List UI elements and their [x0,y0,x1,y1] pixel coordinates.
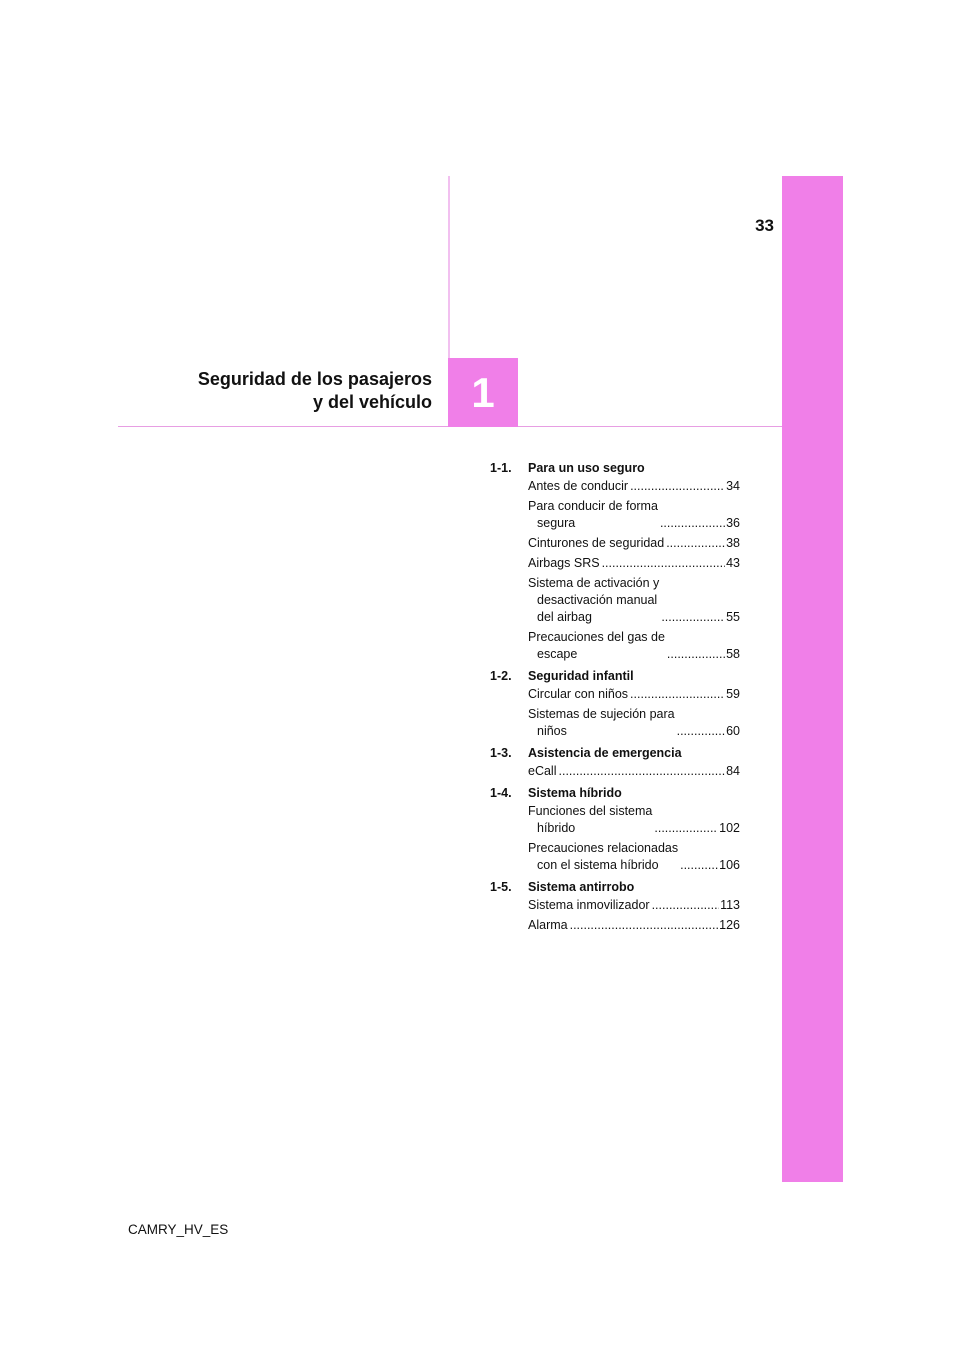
toc-section-number: 1-5. [490,880,512,894]
toc-dot-leader [661,609,725,626]
toc-entry-line: Precauciones del gas de [528,630,665,644]
toc-entry-page: 34 [726,479,740,493]
toc-dot-leader [680,857,718,874]
toc-entry-page: 43 [726,556,740,570]
toc-entry-line: segura [537,516,576,530]
toc-entry-title [528,575,659,626]
toc-section-title: Sistema híbrido [528,786,622,800]
toc-entry-page: 106 [719,858,740,872]
toc-dot-leader [667,646,725,663]
toc-entry[interactable] [528,706,740,740]
toc-entry-title [528,917,568,934]
toc-entry-line: del airbag [537,610,592,624]
toc-entry[interactable] [528,917,740,934]
toc-entry[interactable] [528,897,740,914]
toc-entry-line: Sistema inmovilizador [528,898,650,912]
toc-entry-line: desactivación manual [537,593,658,607]
toc-entry-page: 36 [726,516,740,530]
toc-entry[interactable] [528,840,740,874]
toc-section-title: Asistencia de emergencia [528,746,682,760]
toc-dot-leader [570,917,719,934]
toc-entry-page: 113 [720,898,740,912]
toc-section-heading[interactable] [490,743,740,763]
toc-entry-title [528,840,678,874]
chapter-number-box [448,358,518,427]
toc-dot-leader [559,763,726,780]
chapter-side-tab [782,176,843,1182]
toc-section-title: Seguridad infantil [528,669,634,683]
toc-entry-line: Para conducir de forma [528,499,658,513]
toc-dot-leader [654,820,718,837]
toc-entry[interactable] [528,686,740,703]
toc-dot-leader [652,897,719,914]
toc-entry-title [528,803,652,837]
toc-entry-title [528,555,600,572]
toc-section-heading[interactable] [490,877,740,897]
toc-section-title: Sistema antirrobo [528,880,635,894]
toc-entry-page: 58 [726,647,740,661]
toc-entry-line: escape [537,647,578,661]
toc-entry[interactable] [528,575,740,626]
toc-section-heading[interactable] [490,666,740,686]
toc-entry-title [528,897,650,914]
toc-entry-line: Sistema de activación y [528,576,660,590]
toc-section-heading[interactable] [490,458,740,478]
toc-section-title: Para un uso seguro [528,461,645,475]
toc-entry-title [528,686,628,703]
chapter-title-line: Seguridad de los pasajeros [197,369,432,389]
toc-entry[interactable] [528,535,740,552]
toc-entry-page: 60 [726,724,740,738]
toc-section-heading[interactable] [490,783,740,803]
toc-dot-leader [630,686,725,703]
toc-entry-title [528,535,664,552]
toc-entry-line: Antes de conducir [528,479,629,493]
toc-entry-title [528,478,628,495]
toc-section-number: 1-4. [490,786,512,800]
toc-entry[interactable] [528,555,740,572]
toc-entry[interactable] [528,498,740,532]
toc-section-number: 1-3. [490,746,512,760]
toc-entry-line: Airbags SRS [528,556,600,570]
toc-dot-leader [630,478,725,495]
toc-section-number: 1-2. [490,669,512,683]
chapter-title-line: y del vehículo [312,392,432,412]
toc-entry-line: Funciones del sistema [528,804,653,818]
toc-entry-page: 55 [726,610,740,624]
toc-entry-title [528,706,675,740]
toc-dot-leader [660,515,725,532]
toc-entry-title [528,629,665,663]
page-number: 33 [755,216,774,235]
toc-entry-title [528,763,557,780]
toc-entry[interactable] [528,803,740,837]
toc-dot-leader [602,555,726,572]
toc-entry-line: con el sistema híbrido [537,858,659,872]
toc-entry-line: híbrido [537,821,576,835]
chapter-title [118,368,432,414]
toc-entry-line: Sistemas de sujeción para [528,707,675,721]
toc-entry-page: 126 [719,918,740,932]
toc-entry-line: Circular con niños [528,687,629,701]
toc-entry[interactable] [528,629,740,663]
toc-entry-title [528,498,658,532]
toc-entry-line: niños [537,724,567,738]
toc-section [490,666,740,740]
toc-entry-line: eCall [528,764,557,778]
toc-dot-leader [666,535,725,552]
toc-section-number: 1-1. [490,461,512,475]
toc-section [490,458,740,663]
toc-section [490,783,740,874]
vertical-rule [448,176,450,358]
toc-entry-page: 59 [726,687,740,701]
toc-entry-page: 38 [726,536,740,550]
toc-entry[interactable] [528,478,740,495]
toc-entry-page: 84 [726,764,740,778]
toc-entry-page: 102 [719,821,740,835]
toc-entry[interactable] [528,763,740,780]
toc-entry-line: Alarma [528,918,568,932]
chapter-number: 1 [471,368,495,416]
toc-entry-line: Precauciones relacionadas [528,841,679,855]
footer-code: CAMRY_HV_ES [128,1222,229,1237]
toc-entry-line: Cinturones de seguridad [528,536,665,550]
toc-section [490,743,740,780]
table-of-contents [490,458,740,937]
toc-dot-leader [677,723,725,740]
toc-section [490,877,740,934]
